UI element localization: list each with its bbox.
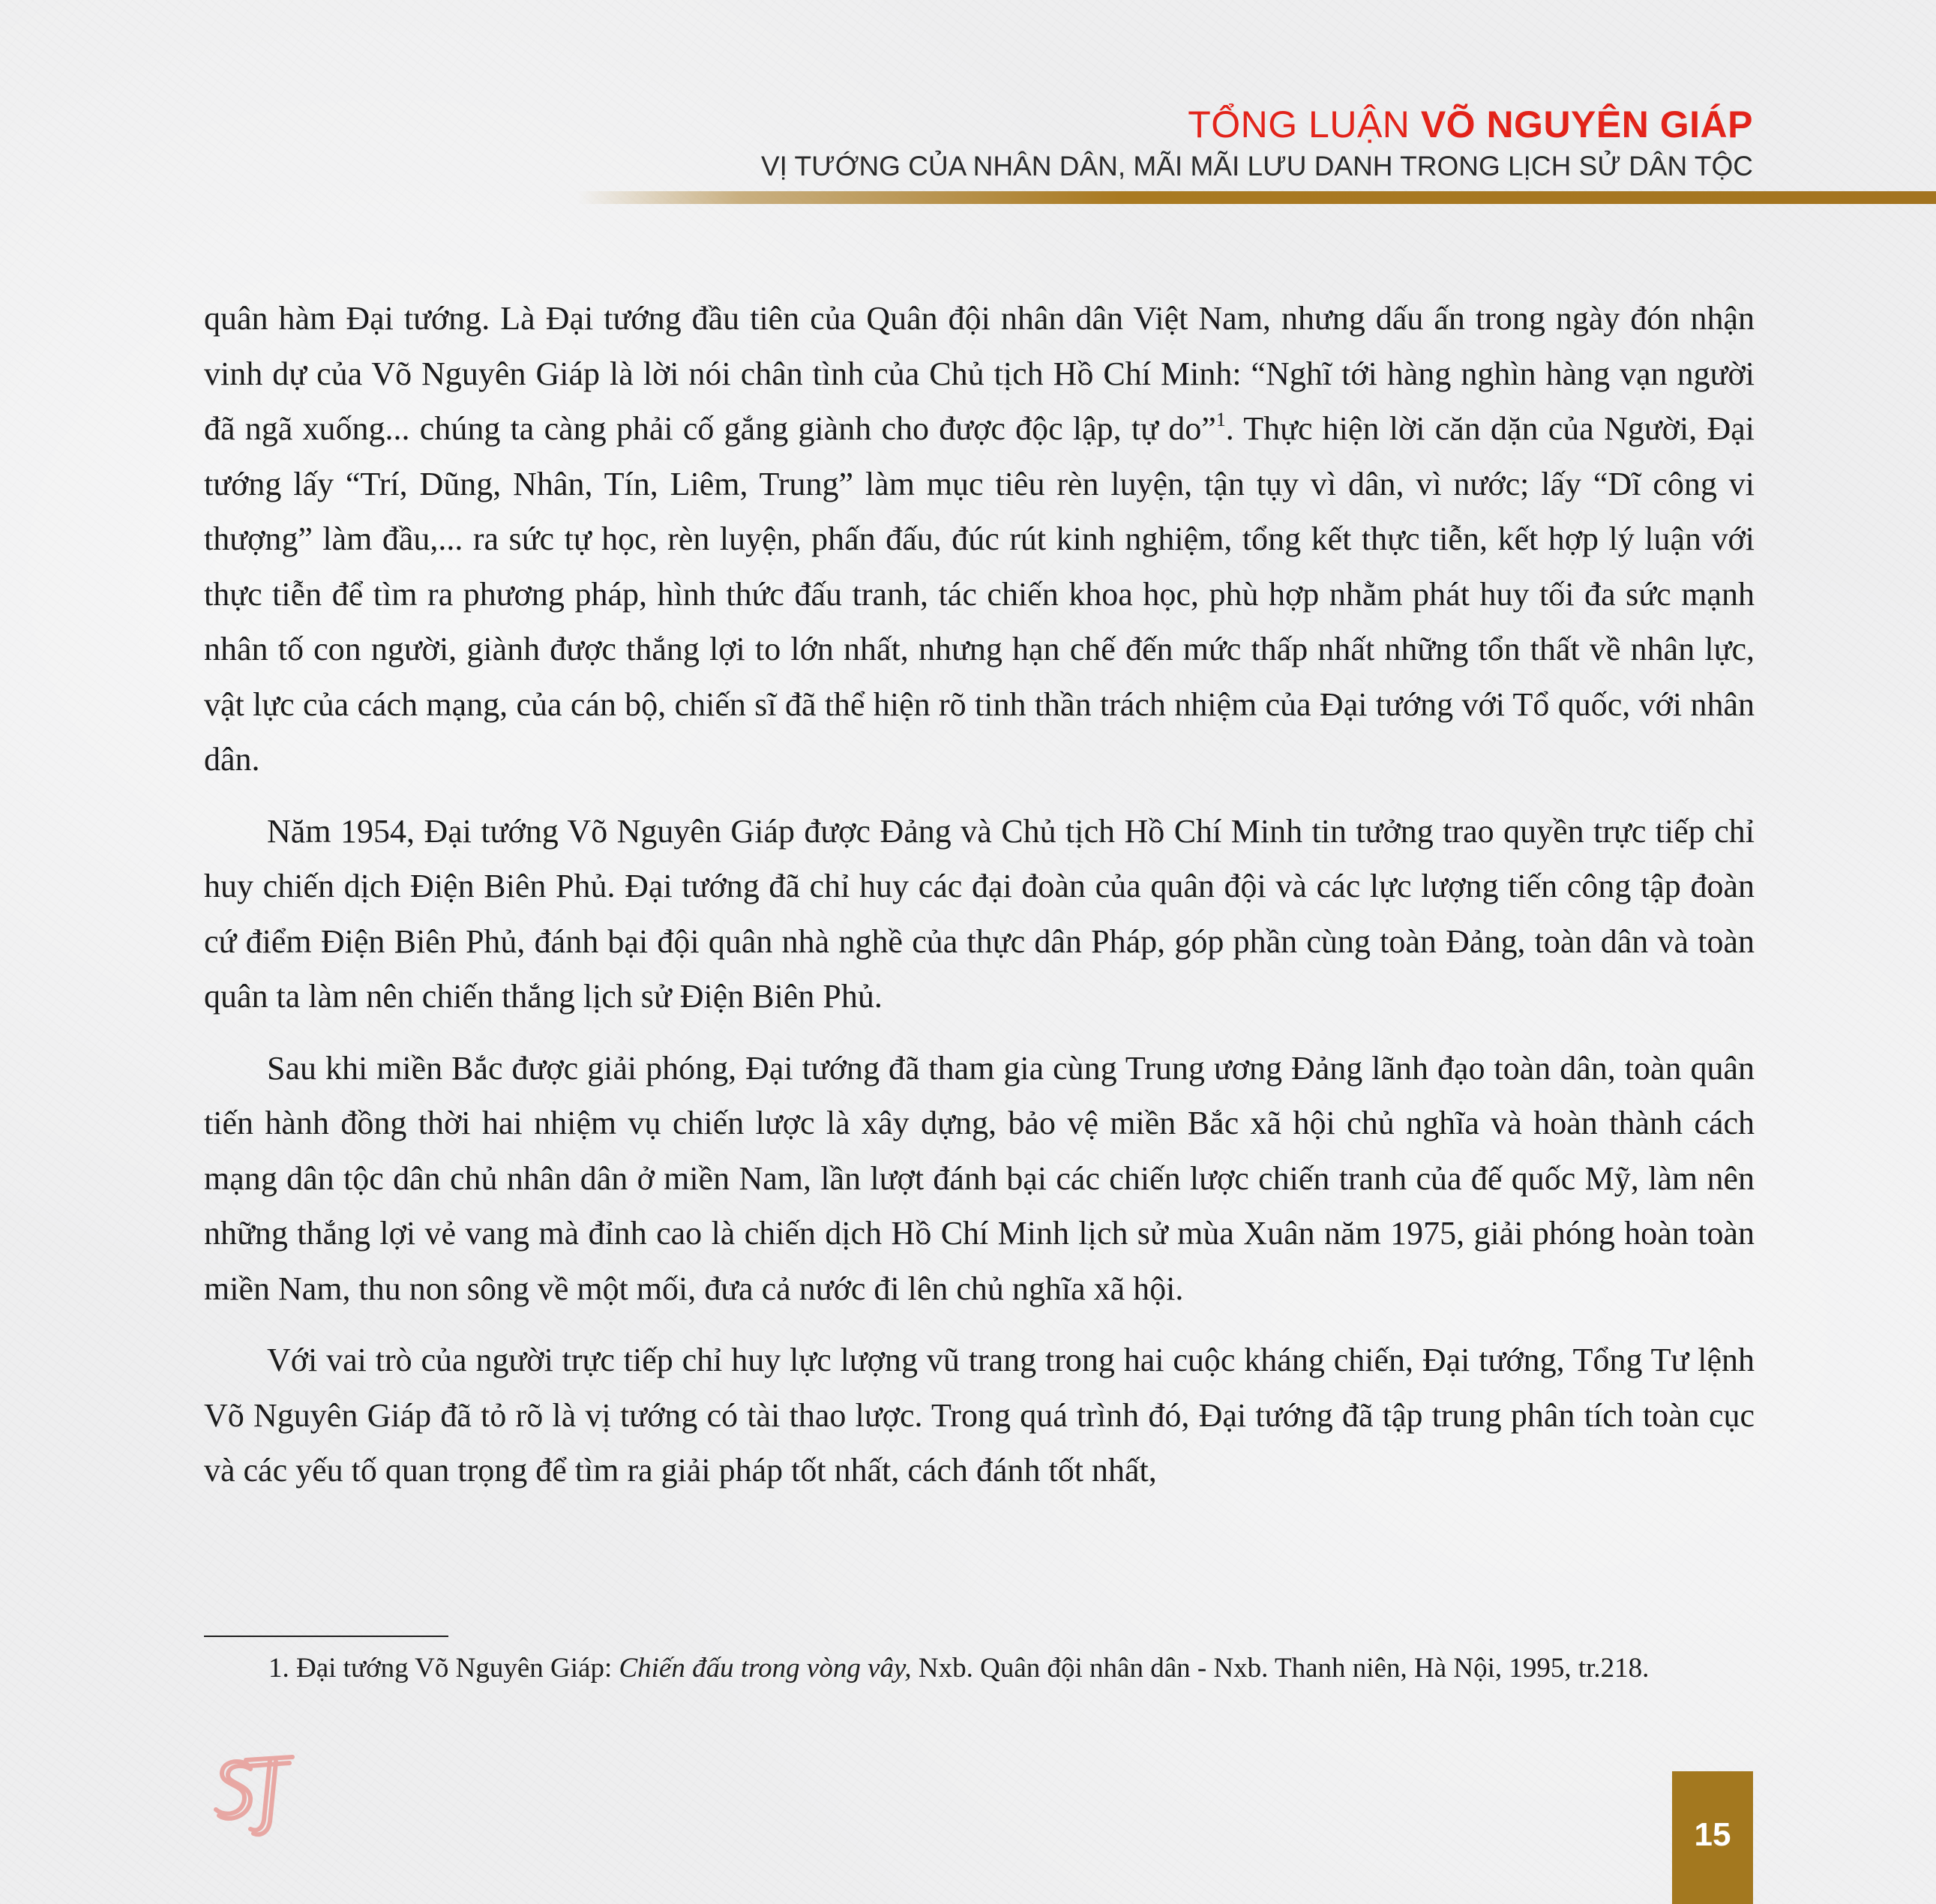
footnote-suffix: Nxb. Quân đội nhân dân - Nxb. Thanh niên, Hà Nội, 1995, tr.218. [911,1653,1650,1684]
book-title [761,102,1753,147]
publisher-st-logo-icon [211,1751,298,1841]
book-title-bold: VÕ NGUYÊN GIÁP [1420,103,1753,145]
footnote-book-title: Chiến đấu trong vòng vây, [619,1653,912,1684]
footnote-reference[interactable]: 1 [1215,409,1226,430]
footnote-prefix: 1. Đại tướng Võ Nguyên Giáp: [268,1653,619,1684]
paragraph-1-text-a: quân hàm Đại tướng. Là Đại tướng đầu tiên của Quân đội nhân dân Việt Nam, nhưng dấu ấn trong ngày đón nhận vinh dự của Võ Nguyên Giáp là lời nói chân tình của Chủ tịch Hồ Chí Minh: “Nghĩ tới hàng nghìn hàng vạn người đã ngã xuống... chúng ta càng phải cố gắng giành cho được độc lập, tự do” [204,300,1755,447]
footnote-separator [204,1636,448,1637]
paragraph-2: Năm 1954, Đại tướng Võ Nguyên Giáp được Đảng và Chủ tịch Hồ Chí Minh tin tưởng trao quyền trực tiếp chỉ huy chiến dịch Điện Biên Phủ. Đại tướng đã chỉ huy các đại đoàn của quân đội và các lực lượng tiến công tập đoàn cứ điểm Điện Biên Phủ, đánh bại đội quân nhà nghề của thực dân Pháp, góp phần cùng toàn Đảng, toàn dân và toàn quân ta làm nên chiến thắng lịch sử Điện Biên Phủ. [204,812,1755,1015]
paragraph-3: Sau khi miền Bắc được giải phóng, Đại tướng đã tham gia cùng Trung ương Đảng lãnh đạo toàn dân, toàn quân tiến hành đồng thời hai nhiệm vụ chiến lược là xây dựng, bảo vệ miền Bắc xã hội chủ nghĩa và hoàn thành cách mạng dân tộc dân chủ nhân dân ở miền Nam, lần lượt đánh bại các chiến lược chiến tranh của đế quốc Mỹ, làm nên những thắng lợi vẻ vang mà đỉnh cao là chiến dịch Hồ Chí Minh lịch sử mùa Xuân năm 1975, giải phóng hoàn toàn miền Nam, thu non sông về một mối, đưa cả nước đi lên chủ nghĩa xã hội. [204,1049,1755,1307]
book-title-regular: TỔNG LUẬN [1188,103,1421,145]
paragraph-1-text-b: . Thực hiện lời căn dặn của Người, Đại tướng lấy “Trí, Dũng, Nhân, Tín, Liêm, Trung” làm mục tiêu rèn luyện, tận tụy vì dân, vì nước; lấy “Dĩ công vi thượng” làm đầu,... ra sức tự học, rèn luyện, phấn đấu, đúc rút kinh nghiệm, tổng kết thực tiễn, kết hợp lý luận với thực tiễn để tìm ra phương pháp, hình thức đấu tranh, tác chiến khoa học, phù hợp nhằm phát huy tối đa sức mạnh nhân tố con người, giành được thắng lợi to lớn nhất, nhưng hạn chế đến mức thấp nhất những tổn thất về nhân lực, vật lực của cách mạng, của cán bộ, chiến sĩ đã thể hiện rõ tinh thần trách nhiệm của Đại tướng với Tổ quốc, với nhân dân. [204,410,1755,778]
page-number-tab [1672,1771,1753,1904]
paragraph-1 [204,291,1755,787]
running-header [761,102,1753,184]
page-number: 15 [1694,1816,1731,1853]
page-body [204,291,1755,1515]
header-gold-rule [577,191,1936,204]
footnote-1 [268,1650,1753,1687]
book-subtitle: VỊ TƯỚNG CỦA NHÂN DÂN, MÃI MÃI LƯU DANH TRONG LỊCH SỬ DÂN TỘC [760,151,1753,181]
paragraph-4: Với vai trò của người trực tiếp chỉ huy lực lượng vũ trang trong hai cuộc kháng chiến, Đại tướng, Tổng Tư lệnh Võ Nguyên Giáp đã tỏ rõ là vị tướng có tài thao lược. Trong quá trình đó, Đại tướng đã tập trung phân tích toàn cục và các yếu tố quan trọng để tìm ra giải pháp tốt nhất, cách đánh tốt nhất, [204,1342,1755,1489]
